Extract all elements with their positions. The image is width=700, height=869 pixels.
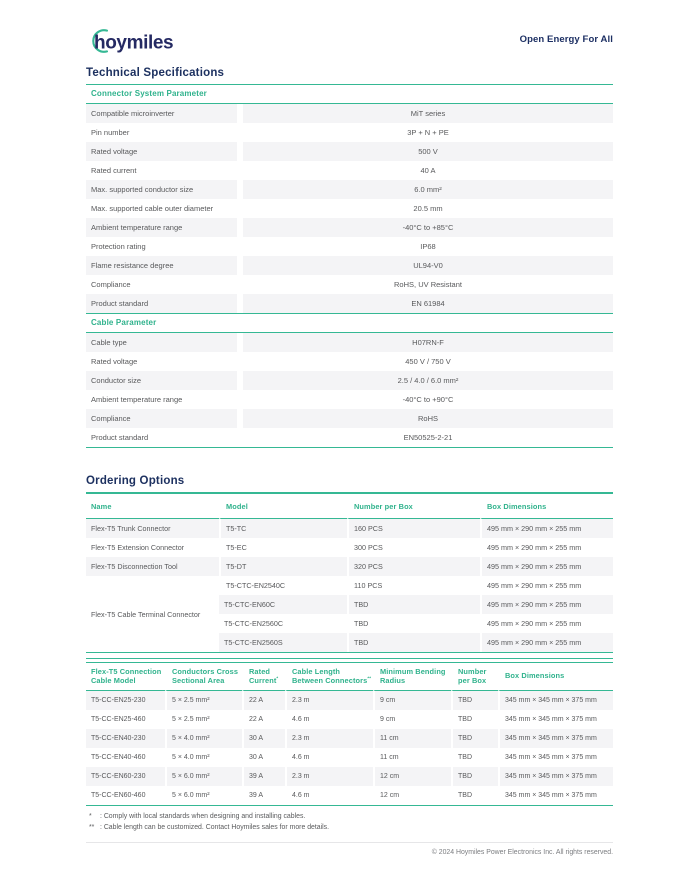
bending-radius-cell: 12 cm <box>373 786 451 805</box>
conductor-area-cell: 5 × 2.5 mm² <box>165 710 242 729</box>
spec-row <box>86 409 613 428</box>
column-header: Conductors Cross Sectional Area <box>165 663 242 691</box>
cable-model-cell: T5-CC-EN40-460 <box>86 748 165 767</box>
box-dimensions-cell: 345 mm × 345 mm × 375 mm <box>498 729 613 748</box>
number-per-box-cell: TBD <box>451 710 498 729</box>
spec-row <box>86 237 613 256</box>
number-per-box-cell: TBD <box>451 786 498 805</box>
cable-length-cell: 2.3 m <box>285 729 373 748</box>
spec-value: MiT series <box>243 104 613 123</box>
box-dimensions-cell: 345 mm × 345 mm × 375 mm <box>498 786 613 805</box>
table-row <box>86 691 613 710</box>
component-name-cell: Flex-T5 Disconnection Tool <box>86 557 219 576</box>
spec-section <box>86 314 613 448</box>
cable-length-cell: 2.3 m <box>285 691 373 710</box>
spec-value: -40°C to +90°C <box>402 395 454 404</box>
column-header: Box Dimensions <box>480 494 613 519</box>
bending-radius-cell: 9 cm <box>373 710 451 729</box>
spec-label: Max. supported cable outer diameter <box>91 204 214 213</box>
table-row <box>86 538 613 557</box>
cable-length-cell: 4.6 m <box>285 748 373 767</box>
footnote <box>86 812 613 823</box>
box-dimensions-cell: 345 mm × 345 mm × 375 mm <box>498 748 613 767</box>
column-header: Model <box>219 494 347 519</box>
copyright-text: © 2024 Hoymiles Power Electronics Inc. All rights reserved. <box>431 849 613 856</box>
column-header: Box Dimensions <box>498 663 613 691</box>
rated-current-cell: 22 A <box>242 691 285 710</box>
model-cell: T5-CTC-EN2560C <box>219 614 347 633</box>
spec-value: 2.5 / 4.0 / 6.0 mm² <box>243 371 613 390</box>
footnote-marker: ** <box>89 823 95 831</box>
model-cell: T5-CTC-EN2540C <box>219 576 347 595</box>
bending-radius-cell: 9 cm <box>373 691 451 710</box>
spec-row <box>86 123 613 142</box>
number-per-box-cell: TBD <box>451 729 498 748</box>
spec-row <box>86 161 613 180</box>
spec-label: Max. supported conductor size <box>86 180 237 199</box>
footnote-text: : Cable length can be customized. Contact Hoymiles sales for more details. <box>100 823 330 831</box>
conductor-area-cell: 5 × 2.5 mm² <box>165 691 242 710</box>
spec-label: Ambient temperature range <box>91 395 183 404</box>
number-per-box-cell: TBD <box>451 691 498 710</box>
spec-value: RoHS, UV Resistant <box>394 280 462 289</box>
table-row <box>86 786 613 805</box>
spec-value: IP68 <box>420 242 436 251</box>
cable-model-cell: T5-CC-EN40-230 <box>86 729 165 748</box>
spec-label: Ambient temperature range <box>86 218 237 237</box>
spec-label: Rated current <box>91 166 137 175</box>
spec-row <box>86 199 613 218</box>
spec-value: 450 V / 750 V <box>405 357 451 366</box>
spec-label: Protection rating <box>91 242 146 251</box>
box-dimensions-cell: 495 mm × 290 mm × 255 mm <box>480 519 613 538</box>
spec-row <box>86 142 613 161</box>
cable-length-cell: 4.6 m <box>285 786 373 805</box>
footnotes <box>86 806 613 833</box>
spec-label: Cable type <box>86 333 237 352</box>
spec-sheet-page <box>86 28 613 856</box>
spec-value: RoHS <box>243 409 613 428</box>
box-dimensions-cell: 345 mm × 345 mm × 375 mm <box>498 691 613 710</box>
table-row <box>86 729 613 748</box>
model-cell: T5-DT <box>219 557 347 576</box>
component-name-cell: Flex-T5 Cable Terminal Connector <box>86 576 219 652</box>
rated-current-cell: 22 A <box>242 710 285 729</box>
conductor-area-cell: 5 × 4.0 mm² <box>165 729 242 748</box>
cable-length-cell: 4.6 m <box>285 710 373 729</box>
spec-value: EN 61984 <box>243 294 613 313</box>
spec-row <box>86 428 613 447</box>
ordering-options-title: Ordering Options <box>86 475 613 493</box>
spec-row <box>86 390 613 409</box>
table-row <box>86 767 613 786</box>
column-header: Number per Box <box>347 494 480 519</box>
components-table-header-row <box>86 494 613 519</box>
number-per-box-cell: 300 PCS <box>347 538 480 557</box>
component-name-cell: Flex-T5 Extension Connector <box>86 538 219 557</box>
logo-wordmark: hoymiles <box>94 32 174 54</box>
column-header: Minimum Bending Radius <box>373 663 451 691</box>
spec-value: EN50525-2-21 <box>403 433 453 442</box>
box-dimensions-cell: 495 mm × 290 mm × 255 mm <box>480 633 613 652</box>
spec-value: 20.5 mm <box>413 204 443 213</box>
cable-length-cell: 2.3 m <box>285 767 373 786</box>
spec-label: Pin number <box>91 128 130 137</box>
page-header <box>86 28 613 58</box>
bending-radius-cell: 11 cm <box>373 748 451 767</box>
hoymiles-logo-graphic <box>86 28 182 54</box>
number-per-box-cell: TBD <box>347 614 480 633</box>
table-row <box>86 557 613 576</box>
tech-specs-title: Technical Specifications <box>86 67 613 85</box>
number-per-box-cell: 160 PCS <box>347 519 480 538</box>
column-header: Rated Current* <box>242 663 285 691</box>
table-row <box>86 519 613 538</box>
column-header: Name <box>86 494 219 519</box>
number-per-box-cell: TBD <box>451 767 498 786</box>
box-dimensions-cell: 345 mm × 345 mm × 375 mm <box>498 710 613 729</box>
spec-value: 6.0 mm² <box>243 180 613 199</box>
cable-model-cell: T5-CC-EN25-460 <box>86 710 165 729</box>
rated-current-cell: 30 A <box>242 748 285 767</box>
box-dimensions-cell: 495 mm × 290 mm × 255 mm <box>480 595 613 614</box>
spec-row <box>86 275 613 294</box>
number-per-box-cell: TBD <box>347 595 480 614</box>
components-table <box>86 493 613 653</box>
spec-label: Conductor size <box>86 371 237 390</box>
conductor-area-cell: 5 × 4.0 mm² <box>165 748 242 767</box>
model-cell: T5-EC <box>219 538 347 557</box>
box-dimensions-cell: 495 mm × 290 mm × 255 mm <box>480 614 613 633</box>
model-cell: T5-TC <box>219 519 347 538</box>
spec-label: Product standard <box>86 294 237 313</box>
spec-row <box>86 294 613 313</box>
spec-section-title: Cable Parameter <box>86 314 613 333</box>
header-tagline: Open Energy For All <box>519 34 613 45</box>
cable-model-cell: T5-CC-EN60-460 <box>86 786 165 805</box>
cable-model-cell: T5-CC-EN60-230 <box>86 767 165 786</box>
bending-radius-cell: 12 cm <box>373 767 451 786</box>
number-per-box-cell: 320 PCS <box>347 557 480 576</box>
box-dimensions-cell: 495 mm × 290 mm × 255 mm <box>480 538 613 557</box>
number-per-box-cell: 110 PCS <box>347 576 480 595</box>
column-header: Number per Box <box>451 663 498 691</box>
hoymiles-logo <box>86 28 182 54</box>
footnote <box>86 823 613 834</box>
spec-label: Rated voltage <box>91 357 138 366</box>
rated-current-cell: 39 A <box>242 767 285 786</box>
conductor-area-cell: 5 × 6.0 mm² <box>165 767 242 786</box>
cables-table <box>86 663 613 806</box>
footer-divider <box>86 842 613 843</box>
cable-model-cell: T5-CC-EN25-230 <box>86 691 165 710</box>
box-dimensions-cell: 495 mm × 290 mm × 255 mm <box>480 576 613 595</box>
spec-label: Flame resistance degree <box>86 256 237 275</box>
rated-current-cell: 39 A <box>242 786 285 805</box>
spec-label: Compliance <box>91 280 131 289</box>
spec-row <box>86 218 613 237</box>
rated-current-cell: 30 A <box>242 729 285 748</box>
spec-row <box>86 256 613 275</box>
spec-value: 3P + N + PE <box>407 128 449 137</box>
spec-value: -40°C to +85°C <box>243 218 613 237</box>
conductor-area-cell: 5 × 6.0 mm² <box>165 786 242 805</box>
spec-row <box>86 352 613 371</box>
component-name-cell: Flex-T5 Trunk Connector <box>86 519 219 538</box>
cables-table-header-row <box>86 663 613 691</box>
tech-spec-sections <box>86 85 613 448</box>
spec-value: H07RN-F <box>243 333 613 352</box>
column-header: Flex-T5 Connection Cable Model <box>86 663 165 691</box>
spec-value: 40 A <box>420 166 436 175</box>
spec-section <box>86 85 613 314</box>
spec-value: UL94-V0 <box>243 256 613 275</box>
spec-row <box>86 371 613 390</box>
table-row <box>86 576 613 595</box>
number-per-box-cell: TBD <box>451 748 498 767</box>
model-cell: T5-CTC-EN2560S <box>219 633 347 652</box>
spec-value: 500 V <box>243 142 613 161</box>
column-header: Cable Length Between Connectors** <box>285 663 373 691</box>
spec-label: Compliance <box>86 409 237 428</box>
spec-label: Compatible microinverter <box>86 104 237 123</box>
spec-row <box>86 333 613 352</box>
box-dimensions-cell: 345 mm × 345 mm × 375 mm <box>498 767 613 786</box>
table-row <box>86 748 613 767</box>
spec-row <box>86 180 613 199</box>
spec-label: Rated voltage <box>86 142 237 161</box>
bending-radius-cell: 11 cm <box>373 729 451 748</box>
spec-label: Product standard <box>91 433 149 442</box>
number-per-box-cell: TBD <box>347 633 480 652</box>
table-row <box>86 710 613 729</box>
box-dimensions-cell: 495 mm × 290 mm × 255 mm <box>480 557 613 576</box>
footnote-marker: * <box>89 813 92 820</box>
spec-section-title: Connector System Parameter <box>86 85 613 104</box>
model-cell: T5-CTC-EN60C <box>219 595 347 614</box>
footnote-text: : Comply with local standards when designing and installing cables. <box>100 813 306 820</box>
spec-row <box>86 104 613 123</box>
